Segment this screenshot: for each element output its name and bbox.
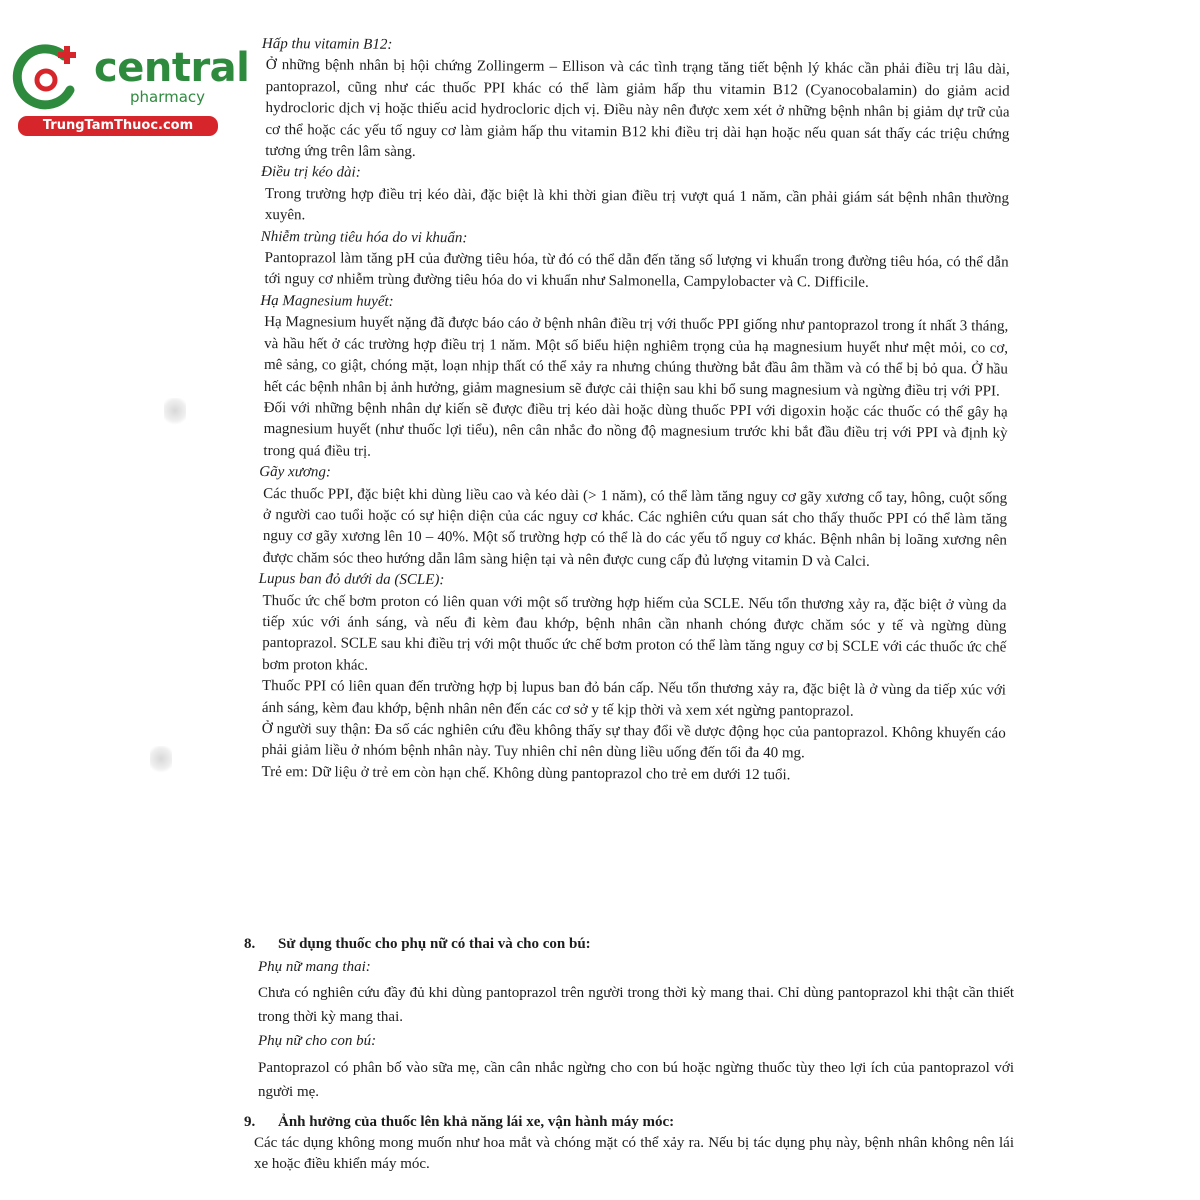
paragraph: Pantoprazol làm tăng pH của đường tiêu hóa, từ đó có thể dẫn đến tăng số lượng vi khuẩn trong đường tiêu hóa, có thể dẫn tới nguy cơ nhiễm trùng đường tiêu hóa do vi khuẩn như Salmonella, Campylobacter và C. Difficile. <box>264 250 1009 292</box>
section-8-pregnancy-text: Chưa có nghiên cứu đầy đủ khi dùng pantoprazol trên người trong thời kỳ mang thai. Chỉ dùng pantoprazol khi thật cần thiết trong thời kỳ mang thai. <box>258 984 1014 1025</box>
subsection-heading: Hạ Magnesium huyết: <box>260 292 394 310</box>
subsection-heading: Lupus ban đỏ dưới da (SCLE): <box>258 571 445 589</box>
section-9-heading <box>244 1112 1014 1133</box>
paragraph: Ở những bệnh nhân bị hội chứng Zollingerm – Ellison và các tình trạng tăng tiết bệnh lý khác cần phải điều trị lâu dài, pantoprazol, cũng như các thuốc PPI khác có thể làm giảm hấp thu vitamin B12 (Cyanocobalamin) do giảm acid hydrocloric dịch vị hoặc thiếu acid hydrocloric dịch vị. Điều này nên được xem xét ở những bệnh nhân bị giảm dự trữ của cơ thể hoặc các yếu tố nguy cơ làm giảm hấp thu vitamin B12 khi điều trị dài hạn hoặc nếu quan sát thấy các triệu chứng tương ứng trên lâm sàng. <box>265 57 1010 160</box>
paragraph: Ở người suy thận: Đa số các nghiên cứu đều không thấy sự thay đổi về dược động học của pantoprazol. Không khuyến cáo phải giảm liều ở nhóm bệnh nhân này. Tuy nhiên chỉ nên dùng liều uống đến tối đa 40 mg. <box>261 721 1006 762</box>
paragraph: Hạ Magnesium huyết nặng đã được báo cáo ở bệnh nhân điều trị với thuốc PPI giống như pantoprazol trong ít nhất 3 tháng, và hầu hết ở các trường hợp điều trị 1 năm. Một số biểu hiện nghiêm trọng của hạ magnesium huyết như mệt mỏi, co cơ, mê sảng, co giật, chóng mặt, loạn nhịp thất có thể xảy ra nhưng chúng thường bắt đầu âm thầm và có thể bị bỏ qua. Ở hầu hết các bệnh nhân bị ảnh hưởng, giảm magnesium sẽ được cải thiện sau khi bổ sung magnesium và ngừng điều trị với PPI. <box>263 314 1009 400</box>
logo-mark-icon <box>12 42 84 114</box>
document-body <box>257 34 1010 788</box>
paragraph: Thuốc ức chế bơm proton có liên quan với một số trường hợp hiếm của SCLE. Nếu tổn thương xảy ra, đặc biệt ở vùng da tiếp xúc với ánh sáng, và nếu đi kèm đau khớp, bệnh nhân cần nhanh chóng được chăm sóc y tế và ngừng dùng pantoprazol. SCLE sau khi điều trị với một thuốc ức chế bơm proton có thể làm tăng nguy cơ bị SCLE với các thuốc ức chế bơm proton khác. <box>262 592 1007 674</box>
subsection-heading: Nhiễm trùng tiêu hóa do vi khuẩn: <box>260 228 468 246</box>
subsection-heading: Gãy xương: <box>259 464 331 481</box>
section-9-number: 9. <box>244 1114 256 1130</box>
subsection-heading: Hấp thu vitamin B12: <box>261 35 393 53</box>
section-9-title: Ảnh hưởng của thuốc lên khả năng lái xe, vận hành máy móc: <box>278 1114 675 1130</box>
central-pharmacy-logo <box>12 36 250 136</box>
section-8-number: 8. <box>244 936 256 952</box>
logo-site-band: TrungTamThuoc.com <box>18 116 218 136</box>
section-8-subheading-lactation: Phụ nữ cho con bú: <box>258 1032 377 1049</box>
section-8-subheading-pregnancy: Phụ nữ mang thai: <box>258 959 371 976</box>
logo-name: central <box>94 45 250 91</box>
section-8 <box>244 934 1014 1104</box>
section-8-lactation-text: Pantoprazol có phân bố vào sữa mẹ, cần cân nhắc ngừng cho con bú hoặc ngừng thuốc tùy theo lợi ích của pantoprazol với người mẹ. <box>258 1060 1014 1101</box>
subsection-heading: Điều trị kéo dài: <box>261 164 361 182</box>
section-8-heading <box>244 934 1014 955</box>
margin-mark <box>164 398 186 426</box>
logo-subtitle: pharmacy <box>130 88 206 106</box>
section-9-text: Các tác dụng không mong muốn như hoa mắt và chóng mặt có thể xảy ra. Nếu bị tác dụng phụ này, bệnh nhân không nên lái xe hoặc điều khiển máy móc. <box>254 1135 1014 1173</box>
paragraph: Trẻ em: Dữ liệu ở trẻ em còn hạn chế. Không dùng pantoprazol cho trẻ em dưới 12 tuổi. <box>261 763 791 784</box>
paragraph: Các thuốc PPI, đặc biệt khi dùng liều cao và kéo dài (> 1 năm), có thể làm tăng nguy cơ gãy xương cổ tay, hông, cuột sống ở người cao tuổi hoặc có sự hiện diện của các nguy cơ khác. Các nghiên cứu quan sát cho thấy thuốc PPI có thể làm tăng nguy cơ gãy xương lên 10 – 40%. Một số trường hợp có thể là do các yếu tố nguy cơ khác. Bệnh nhân bị loãng xương nên được chăm sóc theo hướng dẫn lâm sàng hiện tại và nên được cung cấp đủ lượng vitamin D và Calci. <box>262 485 1008 570</box>
section-8-title: Sử dụng thuốc cho phụ nữ có thai và cho con bú: <box>278 936 591 952</box>
paragraph: Trong trường hợp điều trị kéo dài, đặc biệt là khi thời gian điều trị vượt quá 1 năm, cần phải giám sát bệnh nhân thường xuyên. <box>264 185 1010 224</box>
paragraph: Thuốc PPI có liên quan đến trường hợp bị lupus ban đỏ bán cấp. Nếu tổn thương xảy ra, đặc biệt là ở vùng da tiếp xúc với ánh sáng, kèm đau khớp, bệnh nhân nên đến các cơ sở y tế kịp thời và xem xét ngừng pantoprazol. <box>261 678 1007 720</box>
paragraph: Đối với những bệnh nhân dự kiến sẽ được điều trị kéo dài hoặc dùng thuốc PPI với digoxin hoặc các thuốc có thể gây hạ magnesium huyết (như thuốc lợi tiểu), nên cân nhắc đo nồng độ magnesium trước khi bắt đầu điều trị với PPI và định kỳ trong quá điều trị. <box>263 399 1008 460</box>
section-9 <box>244 1112 1014 1175</box>
margin-mark <box>150 746 172 774</box>
